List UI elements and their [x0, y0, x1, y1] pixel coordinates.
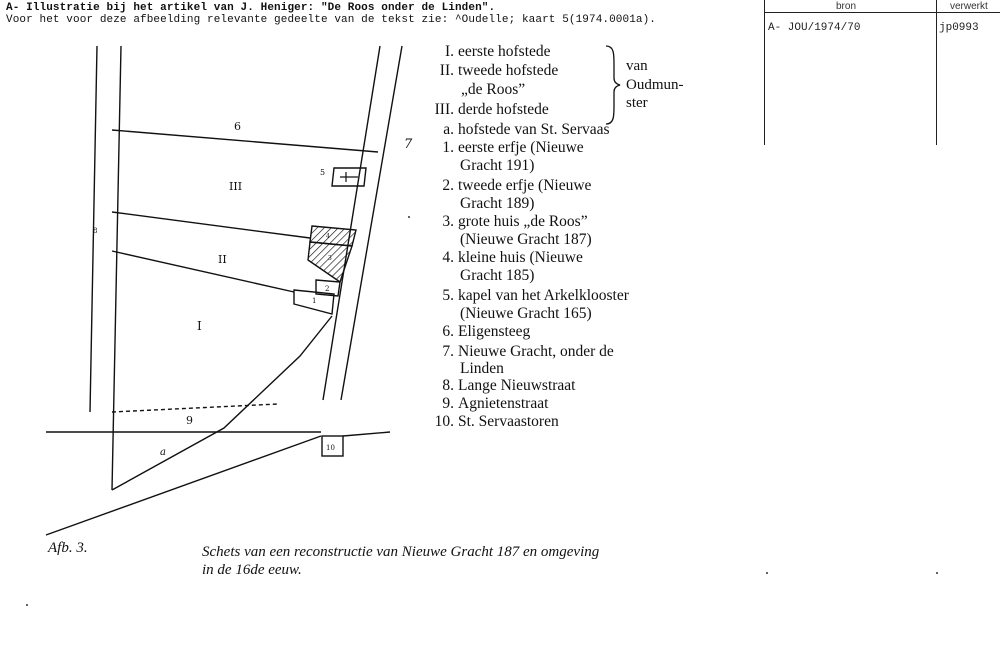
boundary-a-diagonal	[112, 316, 332, 490]
legend-brace	[600, 44, 624, 126]
caption-line2: in de 16de eeuw.	[202, 562, 302, 578]
header-prefix: A-	[6, 2, 20, 14]
legend-item-10: 10. St. Servaastoren	[434, 413, 559, 430]
table-mid-rule	[936, 0, 937, 145]
boundary-II-I	[112, 251, 294, 292]
legend-item-5-cont: (Nieuwe Gracht 165)	[460, 305, 592, 322]
map-sketch	[0, 0, 440, 540]
legend-item-8: 8. Lange Nieuwstraat	[442, 377, 576, 394]
legend-item-6: 6. Eligensteeg	[442, 323, 531, 340]
map-label-7: 7	[404, 137, 413, 152]
legend-item-7-cont: Linden	[460, 360, 504, 377]
map-label-III: III	[229, 180, 243, 193]
map-label-4: 4	[326, 233, 330, 240]
legend-item-9: 9. Agnietenstraat	[442, 395, 549, 412]
table-cell-bron: A- JOU/1974/70	[768, 22, 861, 34]
table-header-verwerkt: verwerkt	[950, 1, 988, 12]
map-label-9: 9	[186, 414, 193, 427]
scan-speck	[766, 572, 768, 574]
legend-item-2-cont: Gracht 189)	[460, 195, 535, 212]
map-label-6: 6	[234, 120, 241, 133]
legend-item-II: II. tweede hofstede	[439, 62, 559, 79]
table-header-bron: bron	[836, 1, 857, 12]
table-cell-verwerkt: jp0993	[939, 22, 979, 34]
map-label-I: I	[197, 319, 202, 333]
map-label-5: 5	[320, 168, 326, 177]
brace-note-line1: van	[626, 58, 648, 74]
caption-line1: Schets van een reconstructie van Nieuwe Gracht 187 en omgeving	[202, 544, 600, 560]
legend-item-a: a. hofstede van St. Servaas	[443, 121, 610, 138]
scan-speck	[936, 572, 938, 574]
street-8-right-edge	[112, 46, 121, 490]
header-title: Illustratie bij het artikel van J. Heniger: "De Roos onder de Linden".	[26, 2, 496, 14]
map-label-2: 2	[325, 285, 330, 293]
legend-item-III: III. derde hofstede	[434, 101, 549, 118]
street-9-right-edge	[343, 432, 390, 436]
scan-speck	[26, 604, 28, 606]
dashed-line-9	[112, 404, 278, 412]
legend-item-4: 4. kleine huis (Nieuwe	[442, 249, 583, 266]
table-left-rule	[764, 0, 765, 145]
brace-note-line2: Oudmun-	[626, 77, 684, 93]
legend-item-3-cont: (Nieuwe Gracht 187)	[460, 231, 592, 248]
legend-item-4-cont: Gracht 185)	[460, 267, 535, 284]
legend-item-3: 3. grote huis „de Roos”	[442, 213, 588, 230]
legend-item-1-cont: Gracht 191)	[460, 157, 535, 174]
legend-item-I: I. eerste hofstede	[444, 43, 551, 60]
plot-3-hatched	[308, 242, 352, 282]
legend-item-1: 1. eerste erfje (Nieuwe	[442, 139, 584, 156]
street-6-edge	[112, 130, 378, 152]
legend-item-II-cont: „de Roos”	[461, 81, 526, 98]
scan-speck	[408, 216, 410, 218]
map-label-II: II	[218, 253, 227, 266]
table-header-rule	[764, 12, 1000, 13]
legend-item-2: 2. tweede erfje (Nieuwe	[442, 177, 592, 194]
map-label-a: a	[160, 447, 166, 458]
brace-note-line3: ster	[626, 95, 648, 111]
map-label-10: 10	[326, 444, 335, 452]
legend-item-5: 5. kapel van het Arkelklooster	[442, 287, 629, 304]
map-label-3: 3	[328, 255, 332, 262]
legend-item-7: 7. Nieuwe Gracht, onder de	[442, 343, 614, 360]
map-label-1: 1	[312, 297, 317, 305]
header-reference-line: Voor het voor deze afbeelding relevante gedeelte van de tekst zie: ^Oudelle; kaart 5(1974.0001a).	[6, 14, 657, 26]
boundary-III-II	[112, 212, 310, 238]
map-label-8: 8	[93, 227, 98, 235]
figure-label: Afb. 3.	[48, 540, 88, 556]
